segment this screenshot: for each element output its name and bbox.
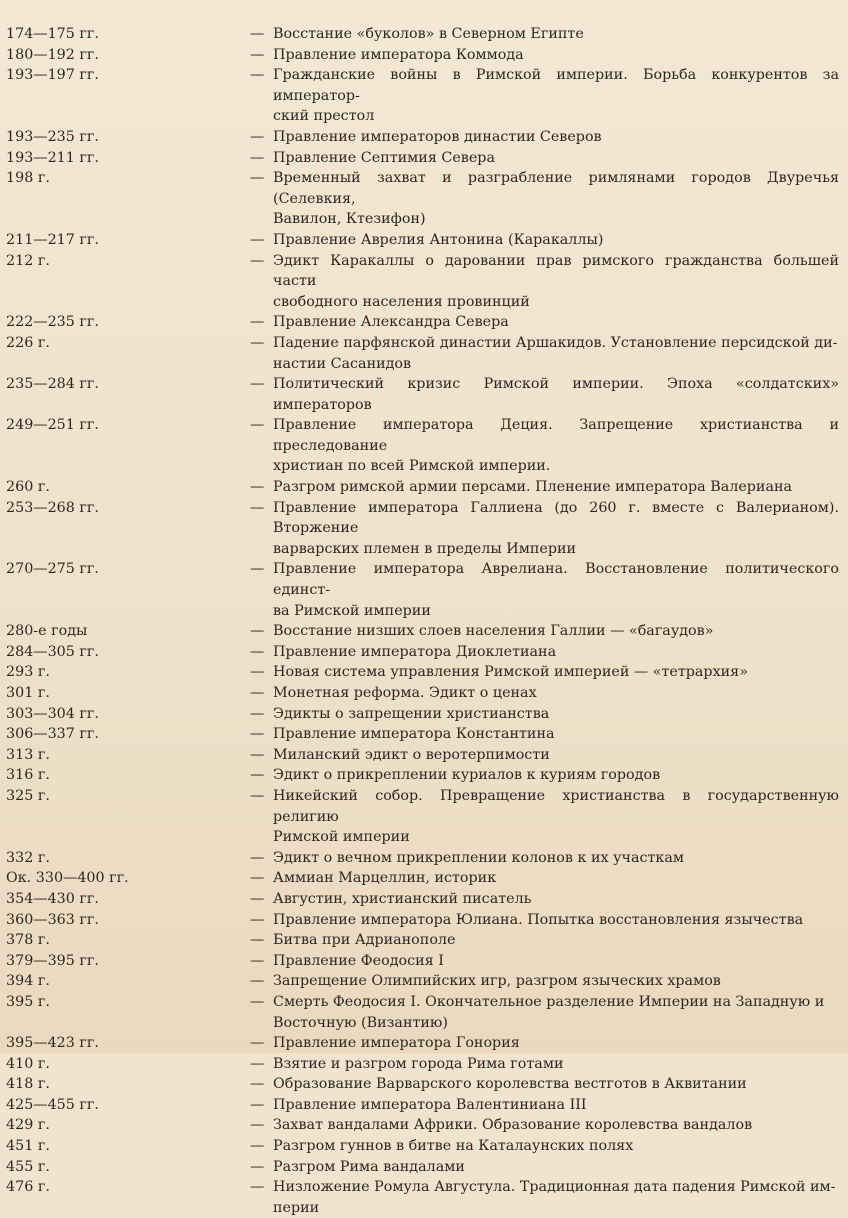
entry-description [273,333,839,374]
entry-dash: — [250,499,265,516]
entry-date: 193—235 гг. [6,128,99,145]
entry-description [273,45,839,66]
description-line: Новая система управления Римской империей — «тетрархия» [273,664,748,681]
description-line: Взятие и разгром города Рима готами [273,1055,564,1072]
entry-date: Ок. 330—400 гг. [6,870,129,887]
entry-description [273,230,839,251]
description-line: ва Римской империи [273,602,431,619]
chronology-entry [0,230,848,251]
entry-date: 451 г. [6,1138,50,1155]
description-line: Правление императора Деция. Запрещение христианства и преследование [273,417,839,454]
chronology-entry [0,930,848,951]
description-line: Правление императора Галлиена (до 260 г. вместе с Валерианом). Вторжение [273,499,839,537]
description-line: Эдикт о прикреплении куриалов к куриям городов [273,767,661,784]
chronology-entry [0,765,848,786]
description-line: Вавилон, Ктезифон) [273,211,426,228]
entry-dash: — [250,1158,265,1175]
description-line: Эдикты о запрещении христианства [273,705,550,722]
chronology-entry [0,971,848,992]
chronology-entry [0,992,848,1033]
chronology-entry [0,333,848,374]
chronology-entry [0,251,848,313]
chronology-entry [0,477,848,498]
entry-description [273,477,839,498]
description-line: Правление Аврелия Антонина (Каракаллы) [273,231,604,248]
entry-description [273,992,839,1033]
chronology-entry [0,910,848,931]
description-line: Правление императора Валентиниана III [273,1096,587,1113]
entry-dash: — [250,849,265,866]
entry-date: 212 г. [6,252,50,269]
entry-dash: — [250,767,265,784]
entry-description [273,642,839,663]
entry-dash: — [250,623,265,640]
entry-date: 193—211 гг. [6,149,99,166]
entry-dash: — [250,417,265,434]
entry-date: 211—217 гг. [6,231,99,248]
description-line: Политический кризис Римской империи. Эпоха «солдатских» императоров [273,376,839,413]
entry-dash: — [250,1035,265,1052]
description-line: Смерть Феодосия I. Окончательное разделение Империи на Западную и [273,993,825,1010]
entry-description [273,951,839,972]
entry-date: 379—395 гг. [6,952,99,969]
entry-dash: — [250,479,265,496]
chronology-entry [0,1095,848,1116]
entry-description [273,930,839,951]
description-line: Правление императора Диоклетиана [273,643,557,660]
description-line: настии Сасанидов [273,355,412,372]
chronology-entry [0,951,848,972]
description-line: варварских племен в пределы Империи [273,540,577,557]
entry-date: 313 г. [6,746,50,763]
entry-date: 235—284 гг. [6,376,99,393]
description-line: Эдикт Каракаллы о даровании прав римского гражданства большей части [273,252,839,290]
chronology-entry [0,312,848,333]
entry-date: 394 г. [6,973,50,990]
entry-date: 316 г. [6,767,50,784]
entry-dash: — [250,870,265,887]
entry-description [273,415,839,477]
entry-date: 418 г. [6,1076,50,1093]
chronology-entry [0,148,848,169]
description-line: Правление Александра Севера [273,314,509,331]
entry-dash: — [250,376,265,393]
entry-description [273,868,839,889]
entry-dash: — [250,746,265,763]
description-line: Правление императора Константина [273,726,555,743]
entry-description [273,889,839,910]
entry-description [273,374,839,415]
entry-description [273,1177,839,1218]
description-line: перии [273,1199,320,1216]
entry-description [273,148,839,169]
entry-dash: — [250,46,265,63]
chronology-entry [0,1177,848,1218]
chronology-entry [0,745,848,766]
description-line: Римской империи [273,829,410,846]
description-line: христиан по всей Римской империи. [273,458,551,475]
entry-description [273,765,839,786]
entry-dash: — [250,1096,265,1113]
description-line: Восстание низших слоев населения Галлии — «багаудов» [273,623,714,640]
description-line: ский престол [273,108,375,125]
entry-description [273,1115,839,1136]
chronology-entry [0,374,848,415]
description-line: Временный захват и разграбление римлянами городов Двуречья (Селевкия, [273,170,839,207]
description-line: Гражданские войны в Римской империи. Борьба конкурентов за император- [273,67,839,104]
description-line: Правление императора Коммода [273,46,524,63]
entry-dash: — [250,334,265,351]
description-line: Эдикт о вечном прикреплении колонов к их участкам [273,849,685,866]
description-line: Разгром Рима вандалами [273,1158,465,1175]
entry-description [273,786,839,848]
description-line: Запрещение Олимпийских игр, разгром языческих храмов [273,973,721,990]
entry-date: 476 г. [6,1179,50,1196]
description-line: Правление императора Гонория [273,1035,520,1052]
entry-description [273,910,839,931]
chronology-list [0,24,848,1218]
entry-dash: — [250,252,265,269]
entry-date: 303—304 гг. [6,705,99,722]
entry-date: 354—430 гг. [6,890,99,907]
chronology-entry [0,498,848,560]
chronology-entry [0,868,848,889]
entry-date: 198 г. [6,170,50,187]
entry-date: 280-е годы [6,623,88,640]
description-line: Правление Септимия Севера [273,149,495,166]
entry-description [273,559,839,621]
entry-dash: — [250,1117,265,1134]
chronology-entry [0,24,848,45]
entry-description [273,65,839,127]
description-line: Образование Варварского королевства вестготов в Аквитании [273,1076,747,1093]
entry-description [273,848,839,869]
entry-date: 455 г. [6,1158,50,1175]
entry-date: 270—275 гг. [6,561,99,578]
entry-dash: — [250,973,265,990]
entry-dash: — [250,664,265,681]
entry-date: 284—305 гг. [6,643,99,660]
chronology-entry [0,1074,848,1095]
entry-description [273,745,839,766]
entry-date: 325 г. [6,787,50,804]
entry-dash: — [250,726,265,743]
description-line: свободного населения провинций [273,293,530,310]
entry-dash: — [250,128,265,145]
entry-date: 174—175 гг. [6,26,99,42]
chronology-entry [0,168,848,230]
chronology-entry [0,45,848,66]
entry-date: 395 г. [6,993,50,1010]
description-line: Восточную (Византию) [273,1014,448,1031]
entry-description [273,1033,839,1054]
entry-date: 410 г. [6,1055,50,1072]
chronology-entry [0,621,848,642]
entry-date: 222—235 гг. [6,314,99,331]
description-line: Миланский эдикт о веротерпимости [273,746,550,763]
entry-dash: — [250,932,265,949]
description-line: Низложение Ромула Августула. Традиционная дата падения Римской им- [273,1179,836,1196]
chronology-entry [0,662,848,683]
entry-date: 193—197 гг. [6,67,99,84]
entry-dash: — [250,911,265,928]
description-line: Разгром гуннов в битве на Каталаунских полях [273,1138,634,1155]
entry-description [273,1095,839,1116]
entry-description [273,251,839,313]
entry-dash: — [250,231,265,248]
entry-date: 253—268 гг. [6,499,99,516]
entry-description [273,498,839,560]
entry-date: 395—423 гг. [6,1035,99,1052]
chronology-entry [0,1157,848,1178]
description-line: Никейский собор. Превращение христианства в государственную религию [273,787,839,825]
entry-date: 306—337 гг. [6,726,99,743]
entry-date: 429 г. [6,1117,50,1134]
entry-dash: — [250,705,265,722]
entry-dash: — [250,952,265,969]
entry-dash: — [250,170,265,187]
entry-date: 378 г. [6,932,50,949]
description-line: Монетная реформа. Эдикт о ценах [273,685,537,701]
entry-dash: — [250,149,265,166]
chronology-entry [0,848,848,869]
entry-dash: — [250,1138,265,1155]
description-line: Захват вандалами Африки. Образование королевства вандалов [273,1117,753,1134]
entry-date: 425—455 гг. [6,1096,99,1113]
entry-date: 260 г. [6,479,50,496]
chronology-entry [0,65,848,127]
entry-dash: — [250,314,265,331]
description-line: Разгром римской армии персами. Пленение императора Валериана [273,479,793,496]
chronology-entry [0,786,848,848]
entry-dash: — [250,561,265,578]
entry-dash: — [250,993,265,1010]
chronology-entry [0,559,848,621]
entry-description [273,1054,839,1075]
description-line: Битва при Адрианополе [273,932,456,949]
chronology-entry [0,724,848,745]
entry-description [273,971,839,992]
entry-description [273,24,839,45]
description-line: Правление Феодосия I [273,952,444,969]
entry-description [273,662,839,683]
chronology-entry [0,1054,848,1075]
entry-description [273,1074,839,1095]
entry-dash: — [250,643,265,660]
description-line: Падение парфянской династии Аршакидов. Установление персидской ди- [273,334,838,351]
entry-dash: — [250,26,265,42]
chronology-entry [0,415,848,477]
entry-dash: — [250,890,265,907]
entry-description [273,683,839,704]
chronology-entry [0,127,848,148]
entry-dash: — [250,787,265,804]
entry-date: 301 г. [6,685,50,701]
description-line: Правление императоров династии Северов [273,128,602,145]
entry-description [273,168,839,230]
entry-date: 249—251 гг. [6,417,99,434]
description-line: Августин, христианский писатель [273,890,532,907]
chronology-entry [0,642,848,663]
description-line: Правление императора Юлиана. Попытка восстановления язычества [273,911,804,928]
entry-date: 180—192 гг. [6,46,99,63]
entry-dash: — [250,685,265,701]
entry-dash: — [250,67,265,84]
entry-description [273,724,839,745]
description-line: Правление императора Аврелиана. Восстановление политического единст- [273,561,839,599]
entry-dash: — [250,1179,265,1196]
entry-date: 293 г. [6,664,50,681]
description-line: Восстание «буколов» в Северном Египте [273,26,584,42]
entry-description [273,1136,839,1157]
entry-description [273,127,839,148]
entry-date: 332 г. [6,849,50,866]
entry-date: 226 г. [6,334,50,351]
entry-description [273,1157,839,1178]
entry-description [273,704,839,725]
chronology-entry [0,704,848,725]
chronology-entry [0,1115,848,1136]
chronology-entry [0,889,848,910]
chronology-entry [0,1136,848,1157]
entry-dash: — [250,1055,265,1072]
chronology-entry [0,1033,848,1054]
entry-description [273,621,839,642]
chronology-entry [0,683,848,704]
description-line: Аммиан Марцеллин, историк [273,870,497,887]
entry-date: 360—363 гг. [6,911,99,928]
entry-dash: — [250,1076,265,1093]
entry-description [273,312,839,333]
